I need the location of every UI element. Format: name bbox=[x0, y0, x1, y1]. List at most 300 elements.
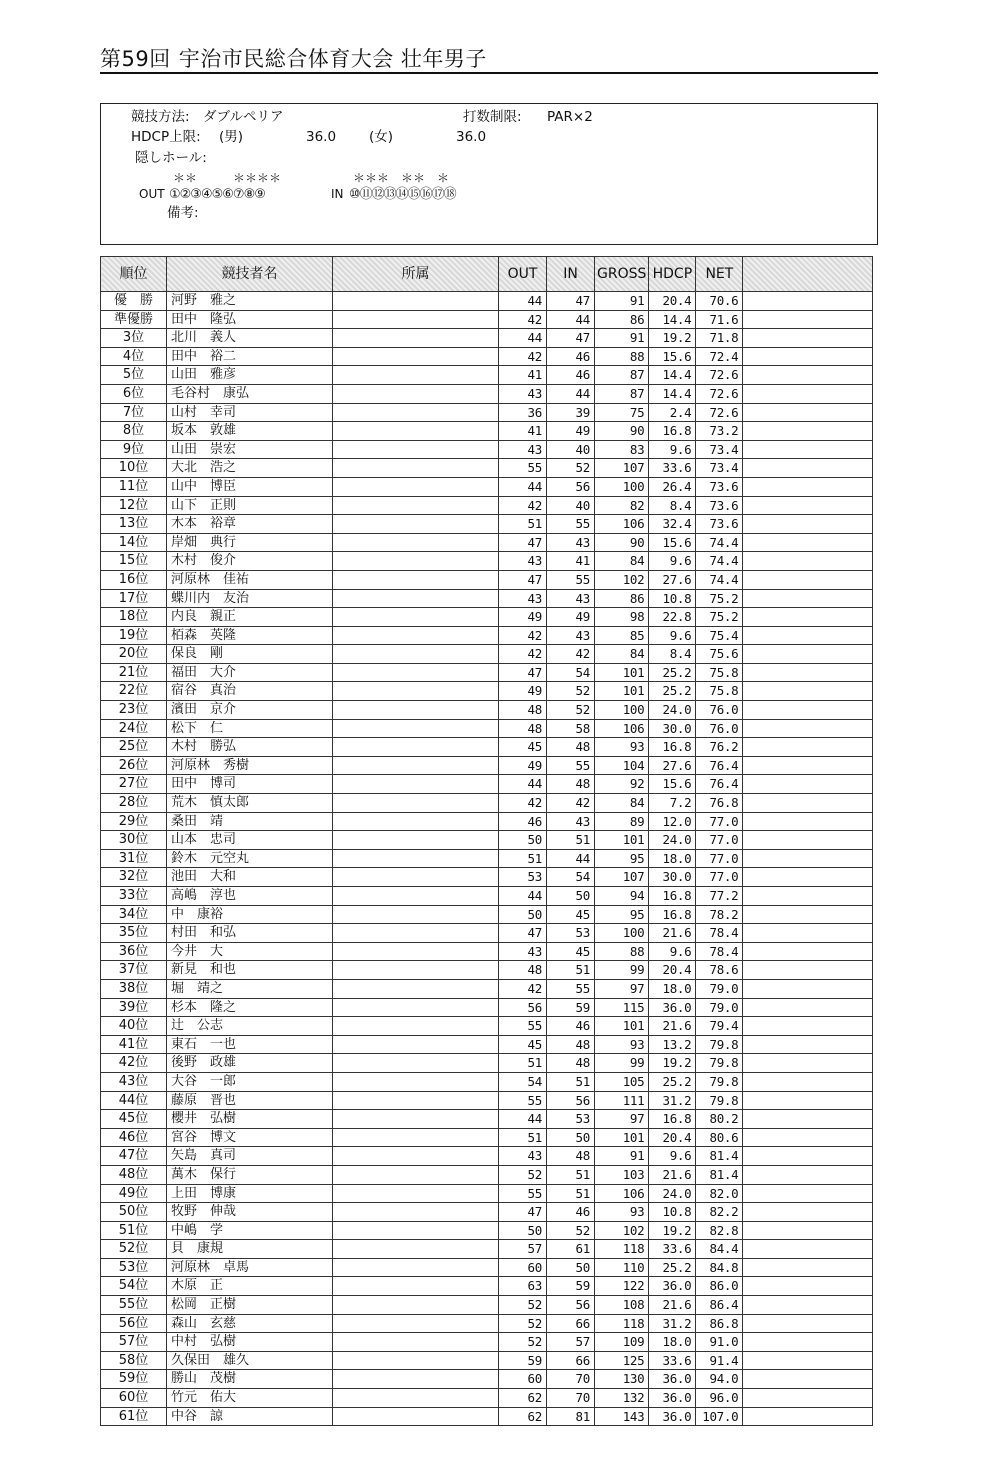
gross-cell: 132 bbox=[595, 1389, 649, 1408]
table-row bbox=[101, 1035, 873, 1054]
hdcp-cell: 8.4 bbox=[649, 645, 696, 664]
player-name-cell: 田中 裕二 bbox=[167, 347, 333, 366]
rank-cell: 35位 bbox=[101, 924, 167, 943]
rank-cell: 11位 bbox=[101, 477, 167, 496]
table-row bbox=[101, 942, 873, 961]
player-name-cell: 桑田 靖 bbox=[167, 812, 333, 831]
out-cell: 44 bbox=[499, 887, 547, 906]
player-name-cell: 藤原 晋也 bbox=[167, 1091, 333, 1110]
gross-cell: 108 bbox=[595, 1296, 649, 1315]
blank-cell bbox=[743, 570, 873, 589]
affiliation-cell bbox=[333, 756, 499, 775]
table-row bbox=[101, 459, 873, 478]
affiliation-cell bbox=[333, 1314, 499, 1333]
table-row bbox=[101, 403, 873, 422]
in-cell: 52 bbox=[547, 459, 595, 478]
gross-cell: 91 bbox=[595, 292, 649, 311]
table-row bbox=[101, 794, 873, 813]
in-cell: 47 bbox=[547, 292, 595, 311]
blank-cell bbox=[743, 515, 873, 534]
affiliation-cell bbox=[333, 849, 499, 868]
player-name-cell: 坂本 敦雄 bbox=[167, 422, 333, 441]
out-cell: 50 bbox=[499, 1221, 547, 1240]
net-cell: 82.8 bbox=[696, 1221, 743, 1240]
rank-cell: 29位 bbox=[101, 812, 167, 831]
rank-cell: 60位 bbox=[101, 1389, 167, 1408]
in-cell: 43 bbox=[547, 626, 595, 645]
rank-cell: 準優勝 bbox=[101, 310, 167, 329]
affiliation-cell bbox=[333, 831, 499, 850]
table-row bbox=[101, 1407, 873, 1426]
out-cell: 55 bbox=[499, 1017, 547, 1036]
in-cell: 56 bbox=[547, 1091, 595, 1110]
hdcp-cell: 25.2 bbox=[649, 663, 696, 682]
out-cell: 45 bbox=[499, 738, 547, 757]
net-cell: 73.6 bbox=[696, 496, 743, 515]
in-cell: 46 bbox=[547, 347, 595, 366]
gross-cell: 100 bbox=[595, 477, 649, 496]
hdcp-cell: 8.4 bbox=[649, 496, 696, 515]
rank-cell: 32位 bbox=[101, 868, 167, 887]
table-row bbox=[101, 1203, 873, 1222]
hdcp-cell: 21.6 bbox=[649, 1017, 696, 1036]
affiliation-cell bbox=[333, 887, 499, 906]
blank-cell bbox=[743, 1184, 873, 1203]
hdcp-cell: 31.2 bbox=[649, 1314, 696, 1333]
player-name-cell: 森山 玄慈 bbox=[167, 1314, 333, 1333]
out-cell: 42 bbox=[499, 347, 547, 366]
blank-cell bbox=[743, 831, 873, 850]
gross-cell: 103 bbox=[595, 1165, 649, 1184]
rank-cell: 48位 bbox=[101, 1165, 167, 1184]
net-cell: 78.2 bbox=[696, 905, 743, 924]
table-row bbox=[101, 384, 873, 403]
table-row bbox=[101, 347, 873, 366]
rank-cell: 8位 bbox=[101, 422, 167, 441]
gross-cell: 90 bbox=[595, 422, 649, 441]
male-label: (男) bbox=[219, 129, 244, 145]
header-blank bbox=[743, 257, 873, 292]
rank-cell: 56位 bbox=[101, 1314, 167, 1333]
table-row bbox=[101, 849, 873, 868]
blank-cell bbox=[743, 1017, 873, 1036]
net-cell: 72.6 bbox=[696, 366, 743, 385]
header-net: NET bbox=[696, 257, 743, 292]
player-name-cell: 河野 雅之 bbox=[167, 292, 333, 311]
net-cell: 78.6 bbox=[696, 961, 743, 980]
hdcp-cell: 30.0 bbox=[649, 868, 696, 887]
player-name-cell: 山田 雅彦 bbox=[167, 366, 333, 385]
player-name-cell: 北川 義人 bbox=[167, 329, 333, 348]
in-cell: 44 bbox=[547, 310, 595, 329]
method-value: ダブルペリア bbox=[203, 109, 284, 125]
blank-cell bbox=[743, 794, 873, 813]
hdcp-cell: 36.0 bbox=[649, 1277, 696, 1296]
blank-cell bbox=[743, 1072, 873, 1091]
rank-cell: 46位 bbox=[101, 1128, 167, 1147]
table-row bbox=[101, 1277, 873, 1296]
blank-cell bbox=[743, 1370, 873, 1389]
out-cell: 48 bbox=[499, 719, 547, 738]
affiliation-cell bbox=[333, 1221, 499, 1240]
hdcp-cell: 16.8 bbox=[649, 905, 696, 924]
blank-cell bbox=[743, 1277, 873, 1296]
affiliation-cell bbox=[333, 812, 499, 831]
in-cell: 50 bbox=[547, 1128, 595, 1147]
gross-cell: 86 bbox=[595, 310, 649, 329]
hdcp-cell: 24.0 bbox=[649, 701, 696, 720]
hdcp-cell: 13.2 bbox=[649, 1035, 696, 1054]
in-cell: 70 bbox=[547, 1389, 595, 1408]
in-cell: 43 bbox=[547, 589, 595, 608]
net-cell: 86.8 bbox=[696, 1314, 743, 1333]
net-cell: 86.0 bbox=[696, 1277, 743, 1296]
affiliation-cell bbox=[333, 1147, 499, 1166]
out-cell: 41 bbox=[499, 366, 547, 385]
affiliation-cell bbox=[333, 868, 499, 887]
affiliation-cell bbox=[333, 1389, 499, 1408]
rank-cell: 24位 bbox=[101, 719, 167, 738]
affiliation-cell bbox=[333, 1017, 499, 1036]
blank-cell bbox=[743, 775, 873, 794]
table-row bbox=[101, 1054, 873, 1073]
table-row bbox=[101, 1240, 873, 1259]
in-cell: 54 bbox=[547, 663, 595, 682]
hdcp-cell: 10.8 bbox=[649, 1203, 696, 1222]
net-cell: 79.8 bbox=[696, 1054, 743, 1073]
blank-cell bbox=[743, 1389, 873, 1408]
hdcp-cell: 16.8 bbox=[649, 887, 696, 906]
hdcp-cell: 19.2 bbox=[649, 1221, 696, 1240]
out-cell: 45 bbox=[499, 1035, 547, 1054]
gross-cell: 94 bbox=[595, 887, 649, 906]
female-value: 36.0 bbox=[456, 129, 487, 145]
table-row bbox=[101, 329, 873, 348]
competition-info-box bbox=[100, 103, 878, 245]
rank-cell: 58位 bbox=[101, 1351, 167, 1370]
affiliation-cell bbox=[333, 794, 499, 813]
blank-cell bbox=[743, 347, 873, 366]
limit-value: PAR×2 bbox=[547, 109, 593, 125]
blank-cell bbox=[743, 1351, 873, 1370]
affiliation-cell bbox=[333, 384, 499, 403]
table-row bbox=[101, 831, 873, 850]
table-row bbox=[101, 310, 873, 329]
net-cell: 80.6 bbox=[696, 1128, 743, 1147]
net-cell: 77.0 bbox=[696, 831, 743, 850]
table-row bbox=[101, 756, 873, 775]
in-cell: 43 bbox=[547, 812, 595, 831]
hdcp-cell: 25.2 bbox=[649, 1258, 696, 1277]
out-label: OUT bbox=[139, 187, 165, 201]
table-row bbox=[101, 515, 873, 534]
net-cell: 73.4 bbox=[696, 459, 743, 478]
rank-cell: 52位 bbox=[101, 1240, 167, 1259]
hdcp-cell: 30.0 bbox=[649, 719, 696, 738]
rank-cell: 38位 bbox=[101, 979, 167, 998]
out-cell: 52 bbox=[499, 1296, 547, 1315]
hdcp-cell: 20.4 bbox=[649, 1128, 696, 1147]
in-cell: 59 bbox=[547, 1277, 595, 1296]
hdcp-cell: 9.6 bbox=[649, 552, 696, 571]
hdcp-cell: 24.0 bbox=[649, 1184, 696, 1203]
rank-cell: 45位 bbox=[101, 1110, 167, 1129]
net-cell: 75.2 bbox=[696, 589, 743, 608]
net-cell: 75.4 bbox=[696, 626, 743, 645]
rank-cell: 42位 bbox=[101, 1054, 167, 1073]
out-cell: 43 bbox=[499, 384, 547, 403]
gross-cell: 87 bbox=[595, 384, 649, 403]
affiliation-cell bbox=[333, 366, 499, 385]
player-name-cell: 今井 大 bbox=[167, 942, 333, 961]
net-cell: 79.0 bbox=[696, 998, 743, 1017]
gross-cell: 111 bbox=[595, 1091, 649, 1110]
player-name-cell: 木本 裕章 bbox=[167, 515, 333, 534]
player-name-cell: 田中 隆弘 bbox=[167, 310, 333, 329]
blank-cell bbox=[743, 292, 873, 311]
blank-cell bbox=[743, 589, 873, 608]
out-cell: 55 bbox=[499, 1184, 547, 1203]
gross-cell: 99 bbox=[595, 961, 649, 980]
rank-cell: 41位 bbox=[101, 1035, 167, 1054]
hdcp-cell: 36.0 bbox=[649, 1407, 696, 1426]
out-cell: 43 bbox=[499, 440, 547, 459]
notes-label: 備考: bbox=[167, 205, 199, 221]
table-row bbox=[101, 440, 873, 459]
player-name-cell: 矢島 真司 bbox=[167, 1147, 333, 1166]
affiliation-cell bbox=[333, 422, 499, 441]
player-name-cell: 久保田 雄久 bbox=[167, 1351, 333, 1370]
header-out: OUT bbox=[499, 257, 547, 292]
net-cell: 82.0 bbox=[696, 1184, 743, 1203]
in-cell: 51 bbox=[547, 961, 595, 980]
gross-cell: 98 bbox=[595, 608, 649, 627]
hdcp-cell: 25.2 bbox=[649, 1072, 696, 1091]
rank-cell: 4位 bbox=[101, 347, 167, 366]
gross-cell: 99 bbox=[595, 1054, 649, 1073]
out-cell: 52 bbox=[499, 1333, 547, 1352]
out-cell: 59 bbox=[499, 1351, 547, 1370]
rank-cell: 10位 bbox=[101, 459, 167, 478]
player-name-cell: 毛谷村 康弘 bbox=[167, 384, 333, 403]
player-name-cell: 牧野 伸哉 bbox=[167, 1203, 333, 1222]
player-name-cell: 宿谷 真治 bbox=[167, 682, 333, 701]
net-cell: 76.4 bbox=[696, 775, 743, 794]
rank-cell: 19位 bbox=[101, 626, 167, 645]
affiliation-cell bbox=[333, 1110, 499, 1129]
affiliation-cell bbox=[333, 459, 499, 478]
net-cell: 71.6 bbox=[696, 310, 743, 329]
out-cell: 44 bbox=[499, 292, 547, 311]
gross-cell: 97 bbox=[595, 979, 649, 998]
gross-cell: 106 bbox=[595, 719, 649, 738]
affiliation-cell bbox=[333, 719, 499, 738]
in-cell: 52 bbox=[547, 1221, 595, 1240]
header-gross: GROSS bbox=[595, 257, 649, 292]
in-cell: 56 bbox=[547, 477, 595, 496]
rank-cell: 7位 bbox=[101, 403, 167, 422]
player-name-cell: 田中 博司 bbox=[167, 775, 333, 794]
affiliation-cell bbox=[333, 663, 499, 682]
gross-cell: 93 bbox=[595, 738, 649, 757]
player-name-cell: 高嶋 淳也 bbox=[167, 887, 333, 906]
table-row bbox=[101, 570, 873, 589]
in-cell: 56 bbox=[547, 1296, 595, 1315]
in-cell: 51 bbox=[547, 1072, 595, 1091]
blank-cell bbox=[743, 998, 873, 1017]
hdcp-cell: 31.2 bbox=[649, 1091, 696, 1110]
player-name-cell: 蝶川内 友治 bbox=[167, 589, 333, 608]
in-cell: 42 bbox=[547, 794, 595, 813]
net-cell: 84.8 bbox=[696, 1258, 743, 1277]
gross-cell: 92 bbox=[595, 775, 649, 794]
table-row bbox=[101, 1389, 873, 1408]
net-cell: 71.8 bbox=[696, 329, 743, 348]
gross-cell: 93 bbox=[595, 1035, 649, 1054]
gross-cell: 101 bbox=[595, 831, 649, 850]
player-name-cell: 福田 大介 bbox=[167, 663, 333, 682]
affiliation-cell bbox=[333, 1351, 499, 1370]
net-cell: 91.0 bbox=[696, 1333, 743, 1352]
hdcp-cell: 14.4 bbox=[649, 366, 696, 385]
hdcp-cell: 24.0 bbox=[649, 831, 696, 850]
page-title bbox=[100, 46, 487, 72]
hdcp-cell: 16.8 bbox=[649, 422, 696, 441]
hdcp-cell: 18.0 bbox=[649, 849, 696, 868]
in-cell: 61 bbox=[547, 1240, 595, 1259]
player-name-cell: 東石 一也 bbox=[167, 1035, 333, 1054]
affiliation-cell bbox=[333, 645, 499, 664]
affiliation-cell bbox=[333, 1370, 499, 1389]
blank-cell bbox=[743, 682, 873, 701]
hdcp-cell: 2.4 bbox=[649, 403, 696, 422]
blank-cell bbox=[743, 756, 873, 775]
blank-cell bbox=[743, 1296, 873, 1315]
blank-cell bbox=[743, 849, 873, 868]
player-name-cell: 中 康裕 bbox=[167, 905, 333, 924]
net-cell: 80.2 bbox=[696, 1110, 743, 1129]
out-hole-numbers: ①②③④⑤⑥⑦⑧⑨ bbox=[169, 187, 265, 202]
blank-cell bbox=[743, 533, 873, 552]
net-cell: 77.0 bbox=[696, 812, 743, 831]
net-cell: 78.4 bbox=[696, 942, 743, 961]
hdcp-cell: 19.2 bbox=[649, 329, 696, 348]
rank-cell: 43位 bbox=[101, 1072, 167, 1091]
affiliation-cell bbox=[333, 533, 499, 552]
in-cell: 52 bbox=[547, 701, 595, 720]
gross-cell: 118 bbox=[595, 1240, 649, 1259]
hdcp-cell: 33.6 bbox=[649, 459, 696, 478]
out-cell: 36 bbox=[499, 403, 547, 422]
table-row bbox=[101, 961, 873, 980]
gross-cell: 95 bbox=[595, 905, 649, 924]
out-cell: 48 bbox=[499, 961, 547, 980]
affiliation-cell bbox=[333, 1203, 499, 1222]
hdcp-cell: 16.8 bbox=[649, 1110, 696, 1129]
out-cell: 60 bbox=[499, 1258, 547, 1277]
table-row bbox=[101, 719, 873, 738]
hdcp-cell: 21.6 bbox=[649, 1296, 696, 1315]
table-row bbox=[101, 998, 873, 1017]
blank-cell bbox=[743, 1240, 873, 1259]
limit-label: 打数制限: bbox=[463, 109, 522, 125]
table-row bbox=[101, 1314, 873, 1333]
in-cell: 70 bbox=[547, 1370, 595, 1389]
affiliation-cell bbox=[333, 905, 499, 924]
affiliation-cell bbox=[333, 1258, 499, 1277]
table-row bbox=[101, 645, 873, 664]
player-name-cell: 内良 親正 bbox=[167, 608, 333, 627]
net-cell: 94.0 bbox=[696, 1370, 743, 1389]
blank-cell bbox=[743, 329, 873, 348]
out-cell: 51 bbox=[499, 849, 547, 868]
hdcp-cell: 36.0 bbox=[649, 1370, 696, 1389]
out-cell: 54 bbox=[499, 1072, 547, 1091]
gross-cell: 110 bbox=[595, 1258, 649, 1277]
hdcp-cell: 27.6 bbox=[649, 570, 696, 589]
hdcp-cell: 18.0 bbox=[649, 1333, 696, 1352]
hdcp-cell: 32.4 bbox=[649, 515, 696, 534]
out-cell: 53 bbox=[499, 868, 547, 887]
blank-cell bbox=[743, 1035, 873, 1054]
out-cell: 62 bbox=[499, 1389, 547, 1408]
out-cell: 47 bbox=[499, 533, 547, 552]
in-cell: 55 bbox=[547, 756, 595, 775]
table-row bbox=[101, 979, 873, 998]
blank-cell bbox=[743, 645, 873, 664]
out-cell: 49 bbox=[499, 682, 547, 701]
blank-cell bbox=[743, 459, 873, 478]
net-cell: 79.8 bbox=[696, 1072, 743, 1091]
affiliation-cell bbox=[333, 477, 499, 496]
in-cell: 50 bbox=[547, 1258, 595, 1277]
player-name-cell: 松下 仁 bbox=[167, 719, 333, 738]
rank-cell: 37位 bbox=[101, 961, 167, 980]
rank-cell: 53位 bbox=[101, 1258, 167, 1277]
net-cell: 72.6 bbox=[696, 384, 743, 403]
in-cell: 55 bbox=[547, 515, 595, 534]
net-cell: 82.2 bbox=[696, 1203, 743, 1222]
net-cell: 76.8 bbox=[696, 794, 743, 813]
table-row bbox=[101, 663, 873, 682]
hdcp-cell: 27.6 bbox=[649, 756, 696, 775]
player-name-cell: 山村 幸司 bbox=[167, 403, 333, 422]
out-cell: 44 bbox=[499, 775, 547, 794]
player-name-cell: 栢森 英隆 bbox=[167, 626, 333, 645]
table-row bbox=[101, 626, 873, 645]
gross-cell: 97 bbox=[595, 1110, 649, 1129]
affiliation-cell bbox=[333, 775, 499, 794]
in-cell: 51 bbox=[547, 831, 595, 850]
edition-label: 第59回 bbox=[100, 47, 171, 71]
affiliation-cell bbox=[333, 1333, 499, 1352]
gross-cell: 118 bbox=[595, 1314, 649, 1333]
player-name-cell: 池田 大和 bbox=[167, 868, 333, 887]
net-cell: 73.6 bbox=[696, 515, 743, 534]
hdcp-cell: 26.4 bbox=[649, 477, 696, 496]
out-cell: 62 bbox=[499, 1407, 547, 1426]
affiliation-cell bbox=[333, 608, 499, 627]
table-row bbox=[101, 775, 873, 794]
rank-cell: 17位 bbox=[101, 589, 167, 608]
blank-cell bbox=[743, 961, 873, 980]
player-name-cell: 河原林 秀樹 bbox=[167, 756, 333, 775]
gross-cell: 91 bbox=[595, 329, 649, 348]
hidden-holes-out-marks: ＊＊ ＊＊＊＊ bbox=[173, 171, 282, 185]
rank-cell: 22位 bbox=[101, 682, 167, 701]
net-cell: 84.4 bbox=[696, 1240, 743, 1259]
rank-cell: 5位 bbox=[101, 366, 167, 385]
